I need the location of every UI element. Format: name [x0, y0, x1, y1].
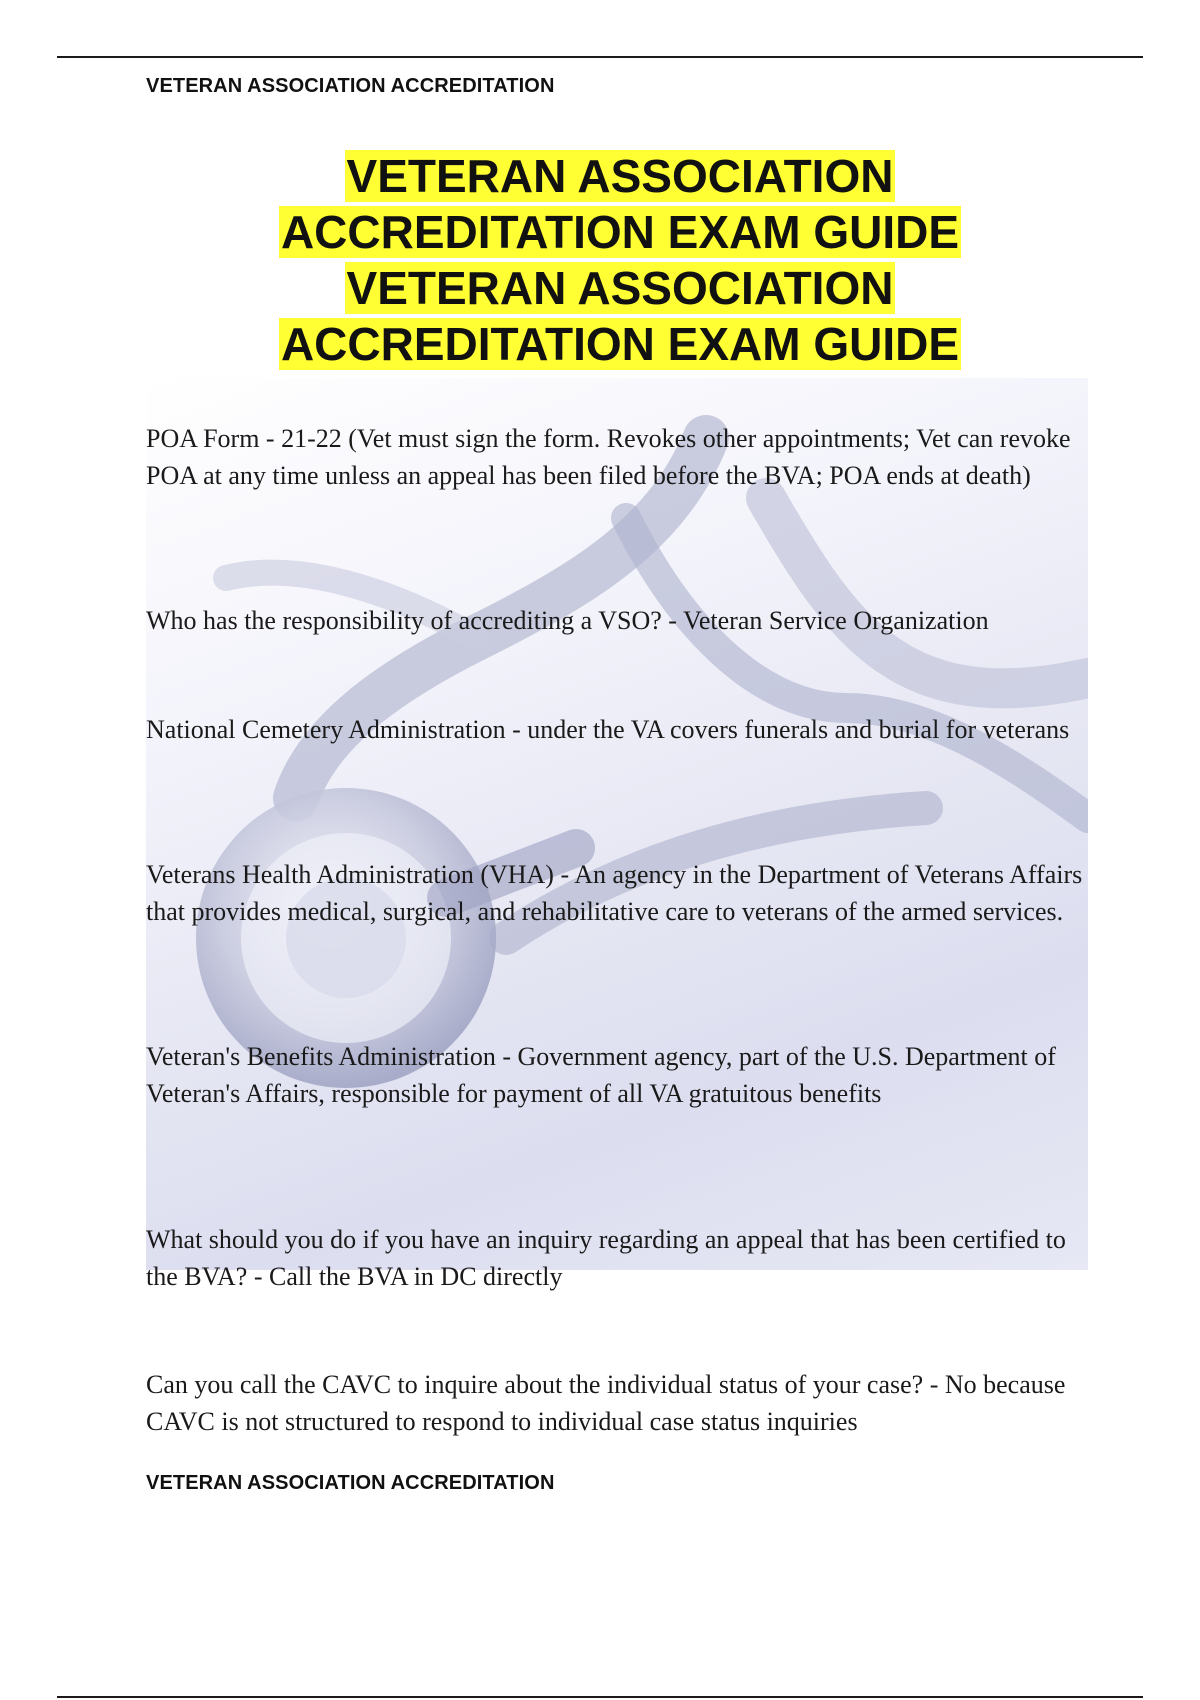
entry-health-administration: Veterans Health Administration (VHA) - An agency in the Department of Veterans Affairs that provides medical, surgical, and rehabilitative care to veterans of the armed services.: [146, 860, 1083, 926]
entry-cavc-inquiry: Can you call the CAVC to inquire about the individual status of your case? - No because CAVC is not structured to respond to individual case status inquiries: [146, 1370, 1066, 1436]
title-line-1: VETERAN ASSOCIATION: [346, 150, 894, 202]
stethoscope-watermark: [146, 378, 1088, 1270]
bottom-rule: [57, 1696, 1143, 1698]
running-footer: VETERAN ASSOCIATION ACCREDITATION: [146, 1472, 555, 1494]
entry-cemetery-administration: National Cemetery Administration - under the VA covers funerals and burial for veterans: [146, 715, 1070, 744]
title-line-2: ACCREDITATION EXAM GUIDE: [280, 206, 960, 258]
entry-vso-accrediting: Who has the responsibility of accrediting a VSO? - Veteran Service Organization: [146, 606, 989, 635]
running-header: VETERAN ASSOCIATION ACCREDITATION: [146, 75, 555, 97]
entry-bva-inquiry: What should you do if you have an inquiry regarding an appeal that has been certified to the BVA? - Call the BVA in DC directly: [146, 1225, 1066, 1291]
title-line-3: VETERAN ASSOCIATION: [346, 262, 894, 314]
top-rule: [57, 56, 1143, 58]
title-line-4: ACCREDITATION EXAM GUIDE: [280, 318, 960, 370]
entry-poa-form: POA Form - 21-22 (Vet must sign the form. Revokes other appointments; Vet can revoke POA at any time unless an appeal has been filed before the BVA; POA ends at death): [146, 424, 1071, 490]
page-title: [0, 148, 1200, 372]
entry-benefits-administration: Veteran's Benefits Administration - Government agency, part of the U.S. Department of Veteran's Affairs, responsible for payment of all VA gratuitous benefits: [146, 1042, 1056, 1108]
stethoscope-icon: [146, 378, 1088, 1270]
